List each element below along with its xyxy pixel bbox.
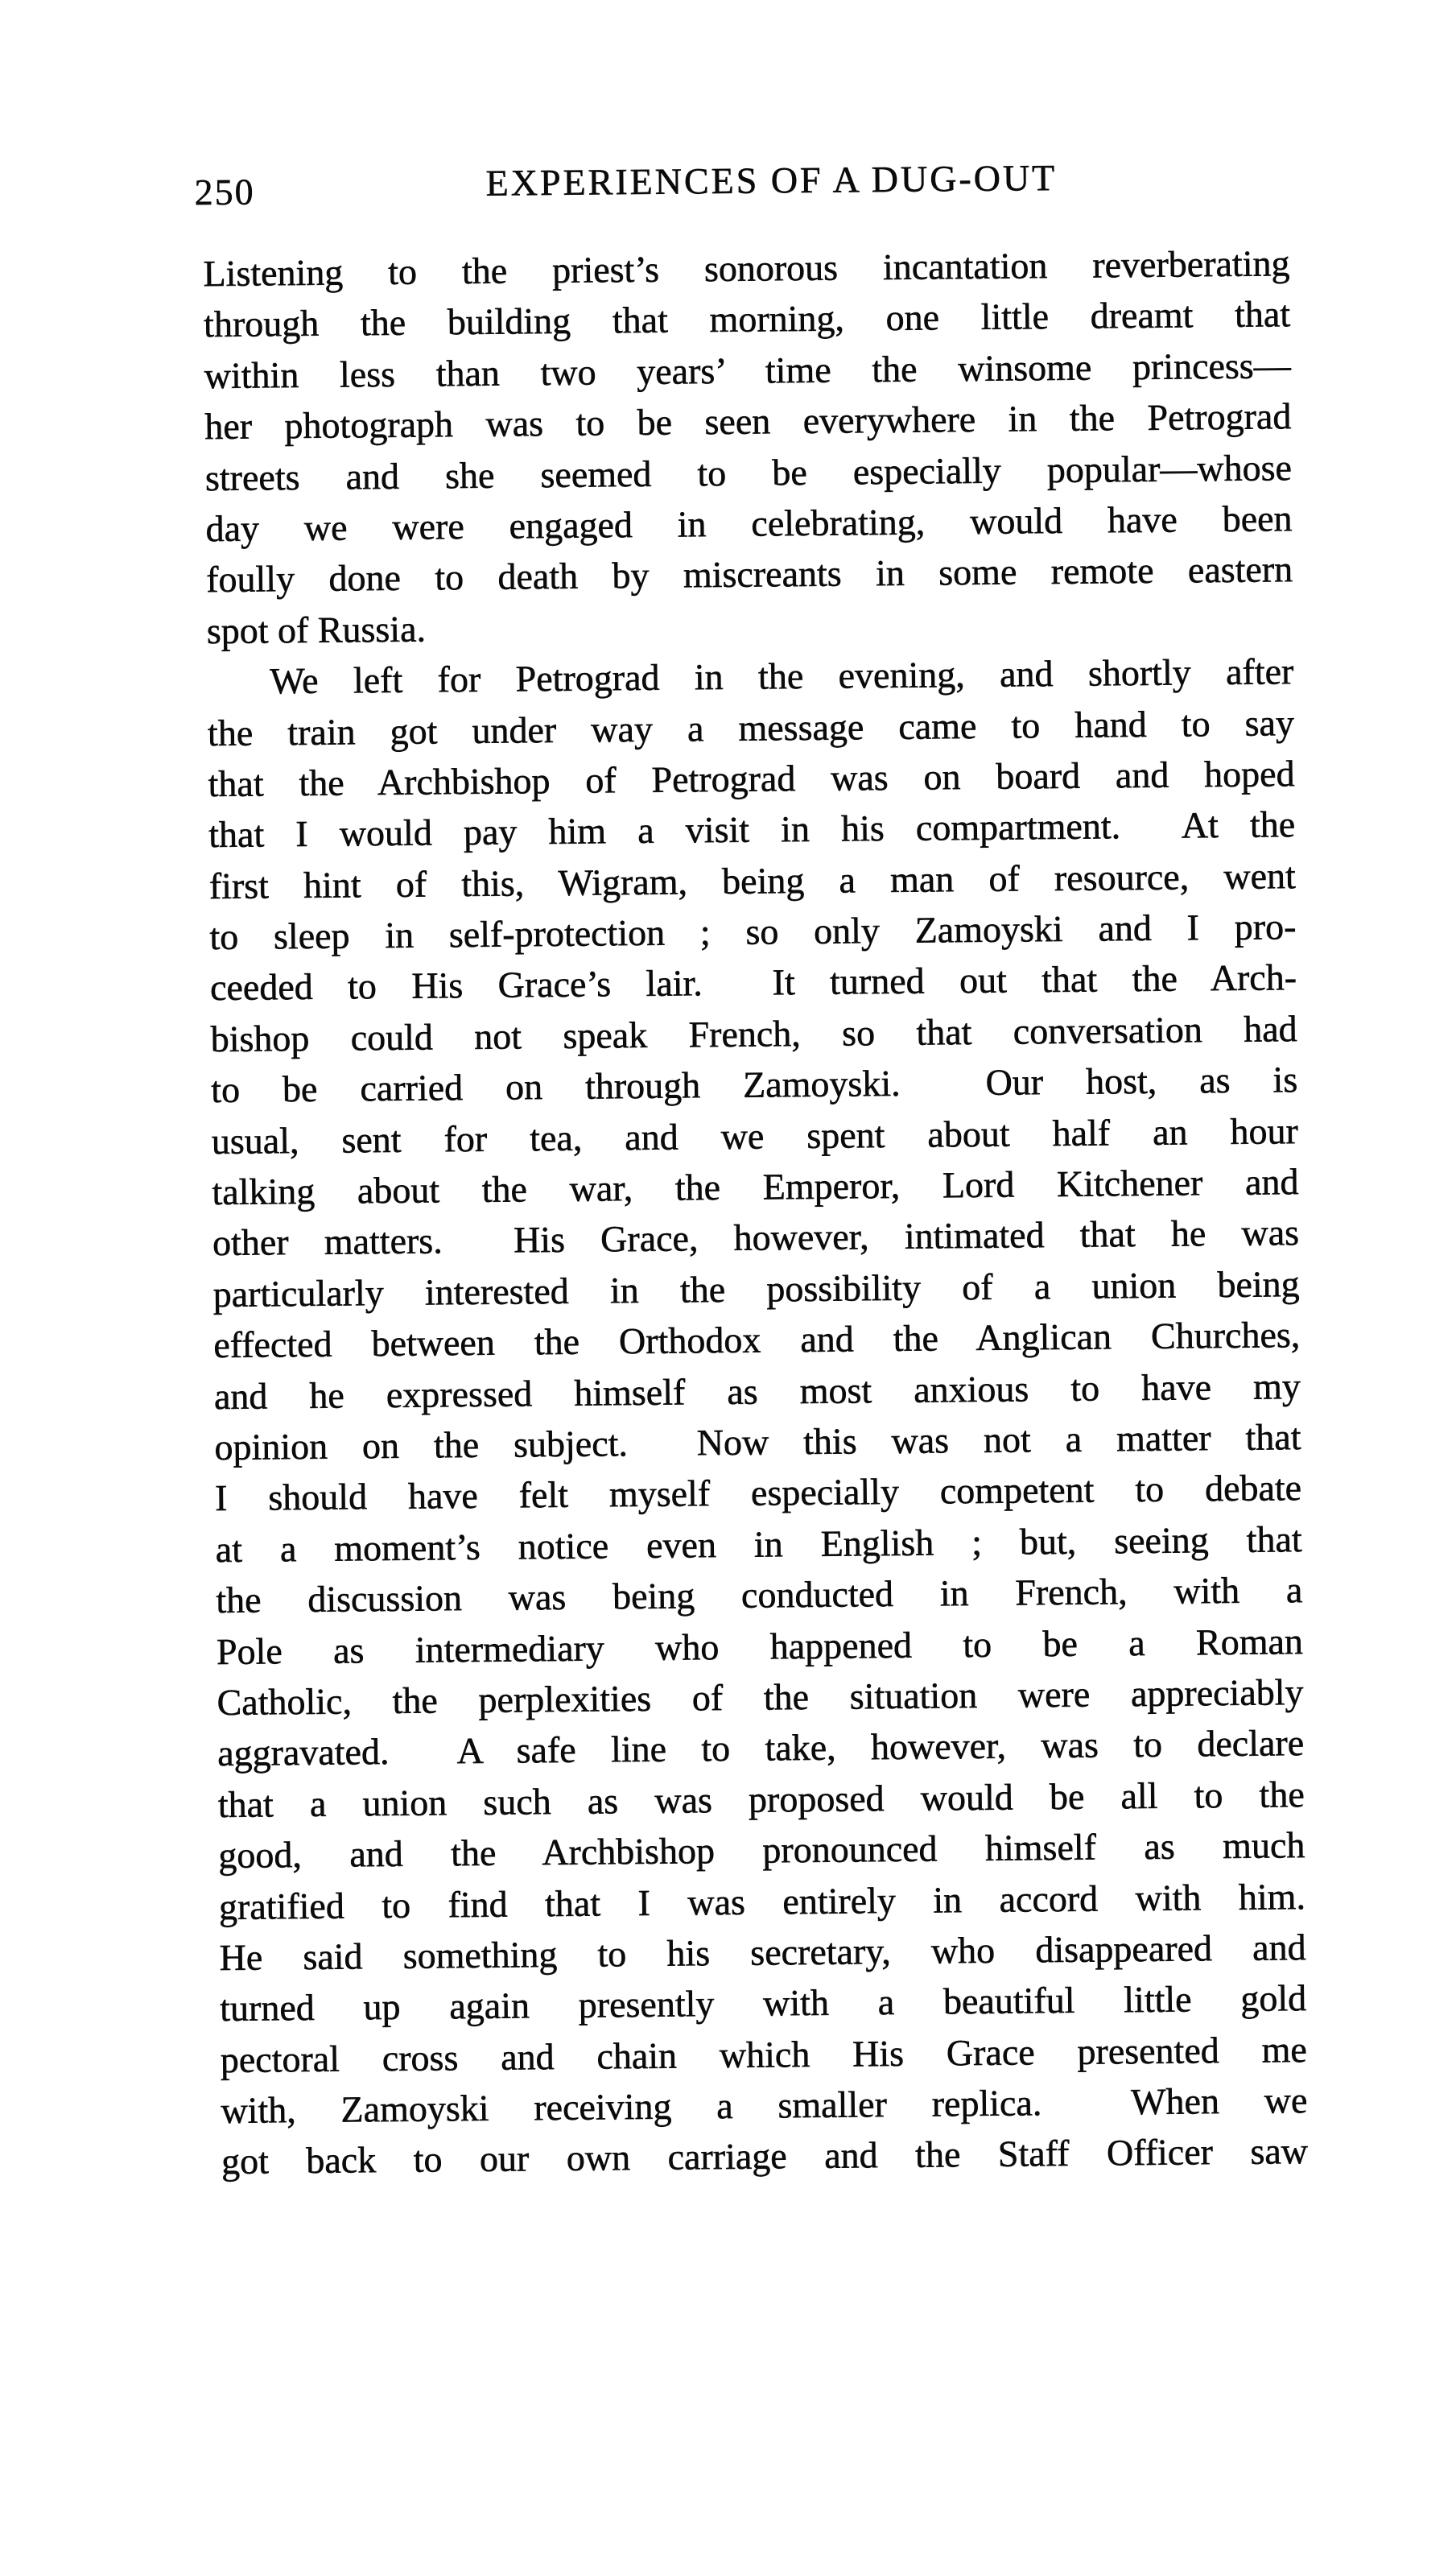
text-line: within less than two years’ time the winsome princess—: [204, 345, 1291, 396]
text-line: the train got under way a message came to hand to say: [207, 701, 1295, 754]
text-line: I should have felt myself especially competent to debate: [214, 1467, 1302, 1519]
text-line: pectoral cross and chain which His Grace presented me: [220, 2028, 1308, 2080]
text-line: through the building that morning, one little dreamt that: [203, 293, 1291, 345]
text-line: Catholic, the perplexities of the situation were appreciably: [217, 1671, 1304, 1724]
page-number: 250: [194, 171, 255, 213]
text-line: Pole as intermediary who happened to be a Roman: [216, 1620, 1304, 1672]
text-line: bishop could not speak French, so that conversation had: [210, 1008, 1297, 1060]
text-line: streets and she seemed to be especially popular—whose: [204, 446, 1293, 498]
text-line: that the Archbishop of Petrograd was on board and hoped: [208, 753, 1295, 805]
text-line: at a moment’s notice even in English ; but, seeing that: [215, 1518, 1302, 1570]
text-line: and he expressed himself as most anxious to have my: [213, 1365, 1301, 1417]
text-line: that I would pay him a visit in his compartment. At the: [208, 803, 1296, 856]
text-line: ceeded to His Grace’s lair. It turned out that the Arch-: [209, 956, 1297, 1009]
text-line: the discussion was being conducted in French, with a: [216, 1569, 1303, 1621]
text-line: particularly interested in the possibility of a union being: [212, 1263, 1300, 1315]
text-line: good, and the Archbishop pronounced himself as much: [218, 1824, 1305, 1877]
text-line: first hint of this, Wigram, being a man of resource, went: [208, 854, 1297, 906]
text-line: Listening to the priest’s sonorous incantation reverberating: [203, 242, 1290, 295]
text-block: [203, 237, 1308, 2187]
page-header: [194, 154, 1289, 221]
text-line: usual, sent for tea, and we spent about half an hour: [211, 1109, 1299, 1162]
running-header-title: EXPERIENCES OF A DUG-OUT: [485, 157, 1058, 204]
text-line: to be carried on through Zamoyski. Our host, as is: [211, 1059, 1298, 1111]
text-line: turned up again presently with a beautiful little gold: [219, 1977, 1307, 2030]
text-line: day we were engaged in celebrating, would have been: [205, 498, 1293, 550]
text-line: spot of Russia.: [206, 608, 427, 651]
text-line: other matters. His Grace, however, intimated that he was: [212, 1212, 1300, 1264]
text-line: aggravated. A safe line to take, however, was to declare: [217, 1722, 1305, 1774]
text-line: got back to our own carriage and the Staff Officer saw: [221, 2130, 1309, 2182]
text-line: He said something to his secretary, who disappeared and: [219, 1926, 1306, 1979]
text-line: with, Zamoyski receiving a smaller replica. When we: [221, 2079, 1308, 2132]
text-line: talking about the war, the Emperor, Lord Kitchener and: [212, 1161, 1299, 1213]
text-line: her photograph was to be seen everywhere in the Petrograd: [204, 395, 1292, 448]
text-line: We left for Petrograd in the evening, and shortly after: [270, 650, 1294, 702]
text-line: opinion on the subject. Now this was not a matter that: [214, 1416, 1301, 1468]
text-line: that a union such as was proposed would be all to the: [217, 1773, 1305, 1825]
text-line: foully done to death by miscreants in some remote eastern: [205, 548, 1293, 601]
text-line: gratified to find that I was entirely in accord with him.: [218, 1875, 1306, 1927]
text-line: effected between the Orthodox and the Anglican Churches,: [213, 1314, 1301, 1366]
text-line: to sleep in self-protection ; so only Zamoyski and I pro-: [209, 906, 1297, 958]
